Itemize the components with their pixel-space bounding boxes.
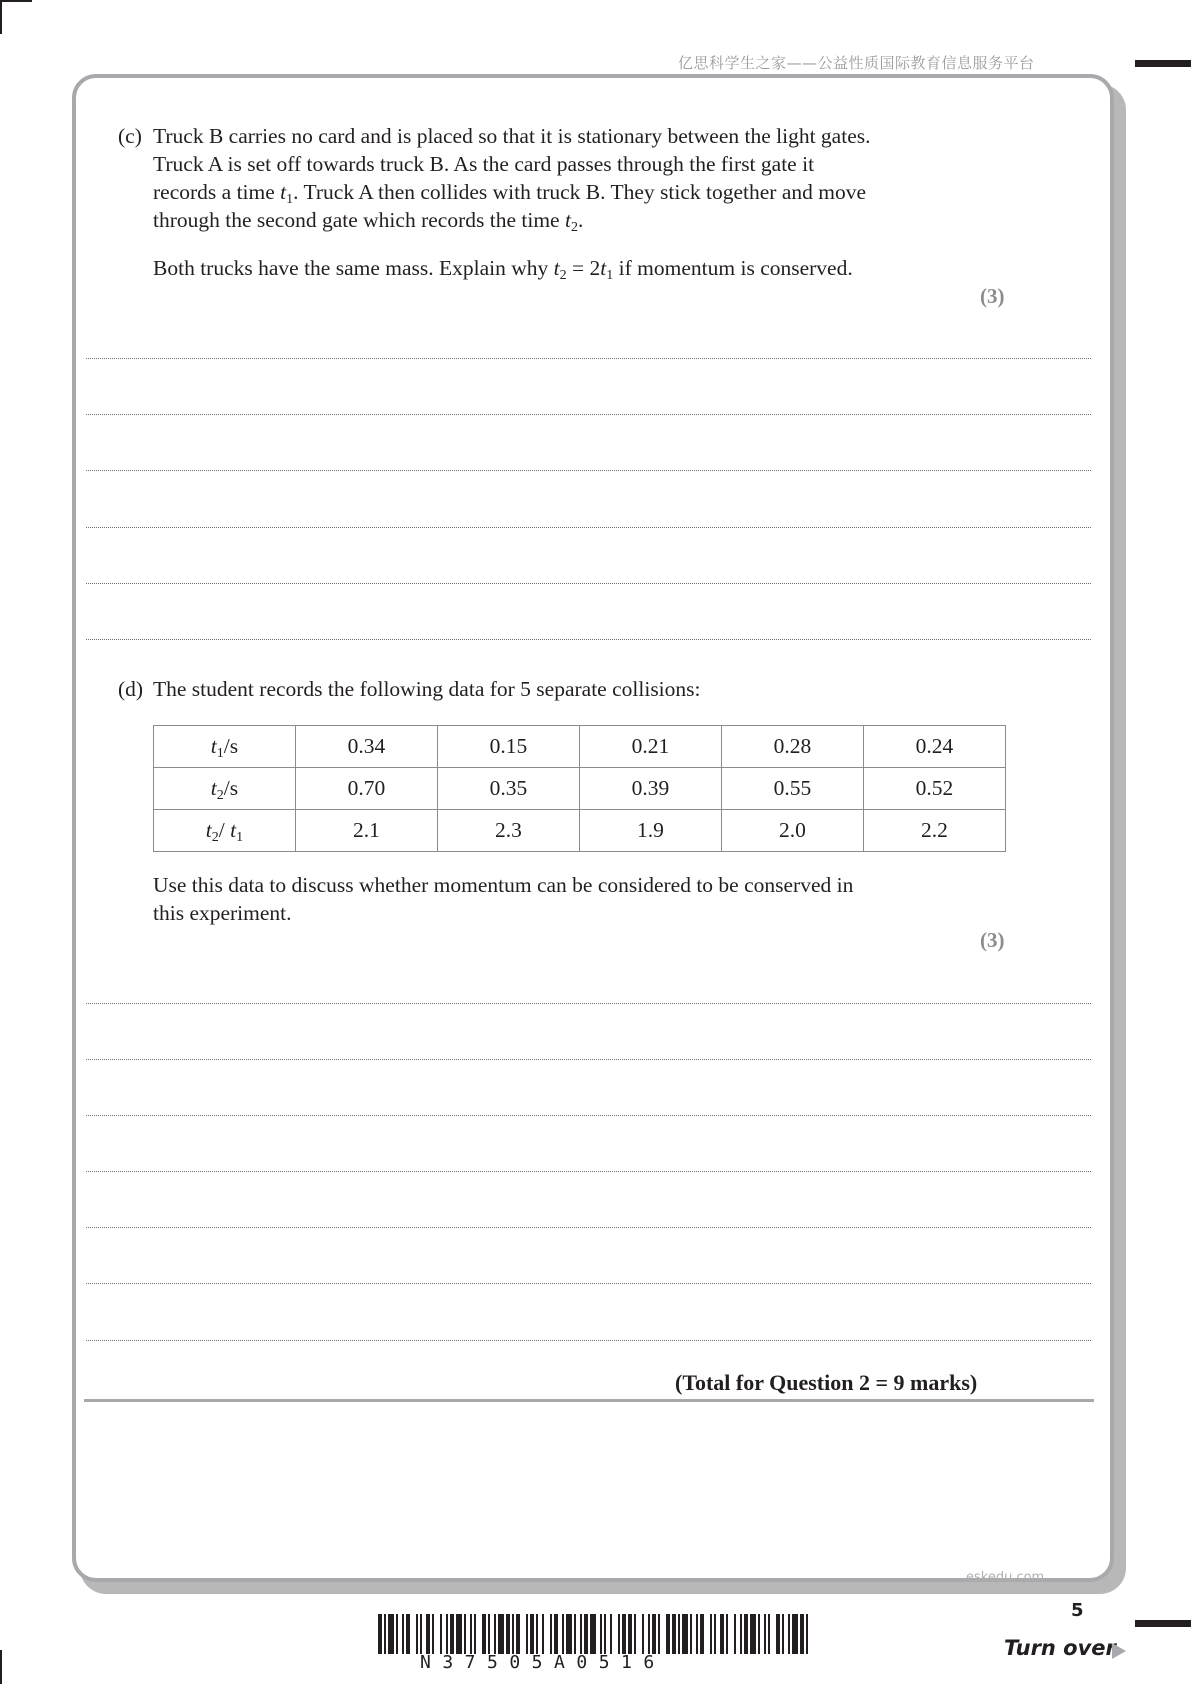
part-c-text bbox=[153, 122, 1003, 234]
answer-line[interactable] bbox=[86, 527, 1091, 528]
table-cell: 0.39 bbox=[579, 768, 721, 810]
row-header: $t_2/$ $t_1$ bbox=[154, 810, 296, 852]
answer-line[interactable] bbox=[86, 1059, 1091, 1060]
table-cell: 1.9 bbox=[579, 810, 721, 852]
table-row bbox=[154, 726, 1006, 768]
part-d-label: (d) bbox=[118, 677, 144, 701]
answer-line[interactable] bbox=[86, 470, 1091, 471]
part-c-marks: (3) bbox=[980, 284, 1005, 308]
table-cell: 0.35 bbox=[437, 768, 579, 810]
answer-line[interactable] bbox=[86, 1115, 1091, 1116]
data-table bbox=[153, 725, 1006, 852]
answer-line[interactable] bbox=[86, 358, 1091, 359]
table-cell: 0.21 bbox=[579, 726, 721, 768]
answer-line[interactable] bbox=[86, 414, 1091, 415]
table-cell: 0.52 bbox=[863, 768, 1005, 810]
part-d-prompt-line: Use this data to discuss whether momentum can be considered to be conserved in bbox=[153, 873, 854, 897]
table-cell: 2.0 bbox=[721, 810, 863, 852]
answer-line[interactable] bbox=[86, 1003, 1091, 1004]
part-d-marks: (3) bbox=[980, 928, 1005, 952]
divider bbox=[84, 1399, 1094, 1402]
page-number: 5 bbox=[1071, 1600, 1084, 1621]
part-c-line: Truck A is set off towards truck B. As the card passes through the first gate it bbox=[153, 152, 815, 176]
margin-mark bbox=[1135, 60, 1191, 67]
table-cell: 0.55 bbox=[721, 768, 863, 810]
answer-line[interactable] bbox=[86, 1171, 1091, 1172]
table-cell: 0.70 bbox=[295, 768, 437, 810]
table-cell: 2.3 bbox=[437, 810, 579, 852]
footer-site: eskedu.com bbox=[966, 1570, 1045, 1585]
crop-mark bbox=[0, 0, 32, 2]
part-c-label: (c) bbox=[118, 124, 142, 148]
row-header: $t_1/s$ bbox=[154, 726, 296, 768]
part-c-prompt: Both trucks have the same mass. Explain why $t_2 = 2t_1$ if momentum is conserved. bbox=[153, 256, 853, 283]
margin-mark bbox=[1135, 1620, 1191, 1627]
part-d-intro: The student records the following data for 5 separate collisions: bbox=[153, 677, 701, 701]
crop-mark bbox=[0, 0, 2, 34]
answer-line[interactable] bbox=[86, 639, 1091, 640]
crop-mark bbox=[0, 1650, 2, 1684]
row-header: $t_2/s$ bbox=[154, 768, 296, 810]
table-row bbox=[154, 768, 1006, 810]
header-watermark: 亿思科学生之家——公益性质国际教育信息服务平台 bbox=[678, 54, 1035, 72]
turn-over-label: Turn over bbox=[1004, 1636, 1116, 1660]
part-c-line: through the second gate which records the time $t_2$. bbox=[153, 208, 584, 235]
table-cell: 0.15 bbox=[437, 726, 579, 768]
table-row bbox=[154, 810, 1006, 852]
answer-line[interactable] bbox=[86, 1283, 1091, 1284]
barcode bbox=[378, 1614, 810, 1654]
table-cell: 0.28 bbox=[721, 726, 863, 768]
table-cell: 2.2 bbox=[863, 810, 1005, 852]
question-total: (Total for Question 2 = 9 marks) bbox=[675, 1370, 978, 1395]
table-cell: 2.1 bbox=[295, 810, 437, 852]
part-c-line: Truck B carries no card and is placed so that it is stationary between the light gates. bbox=[153, 124, 871, 148]
table-cell: 0.24 bbox=[863, 726, 1005, 768]
table-cell: 0.34 bbox=[295, 726, 437, 768]
part-d-prompt-line: this experiment. bbox=[153, 901, 292, 925]
answer-line[interactable] bbox=[86, 583, 1091, 584]
answer-line[interactable] bbox=[86, 1340, 1091, 1341]
arrow-right-icon bbox=[1112, 1643, 1126, 1659]
answer-line[interactable] bbox=[86, 1227, 1091, 1228]
barcode-text: N37505A0516 bbox=[420, 1652, 666, 1673]
part-c-line: records a time $t_1$. Truck A then collides with truck B. They stick together and move bbox=[153, 180, 867, 207]
part-d-prompt bbox=[153, 871, 1003, 927]
